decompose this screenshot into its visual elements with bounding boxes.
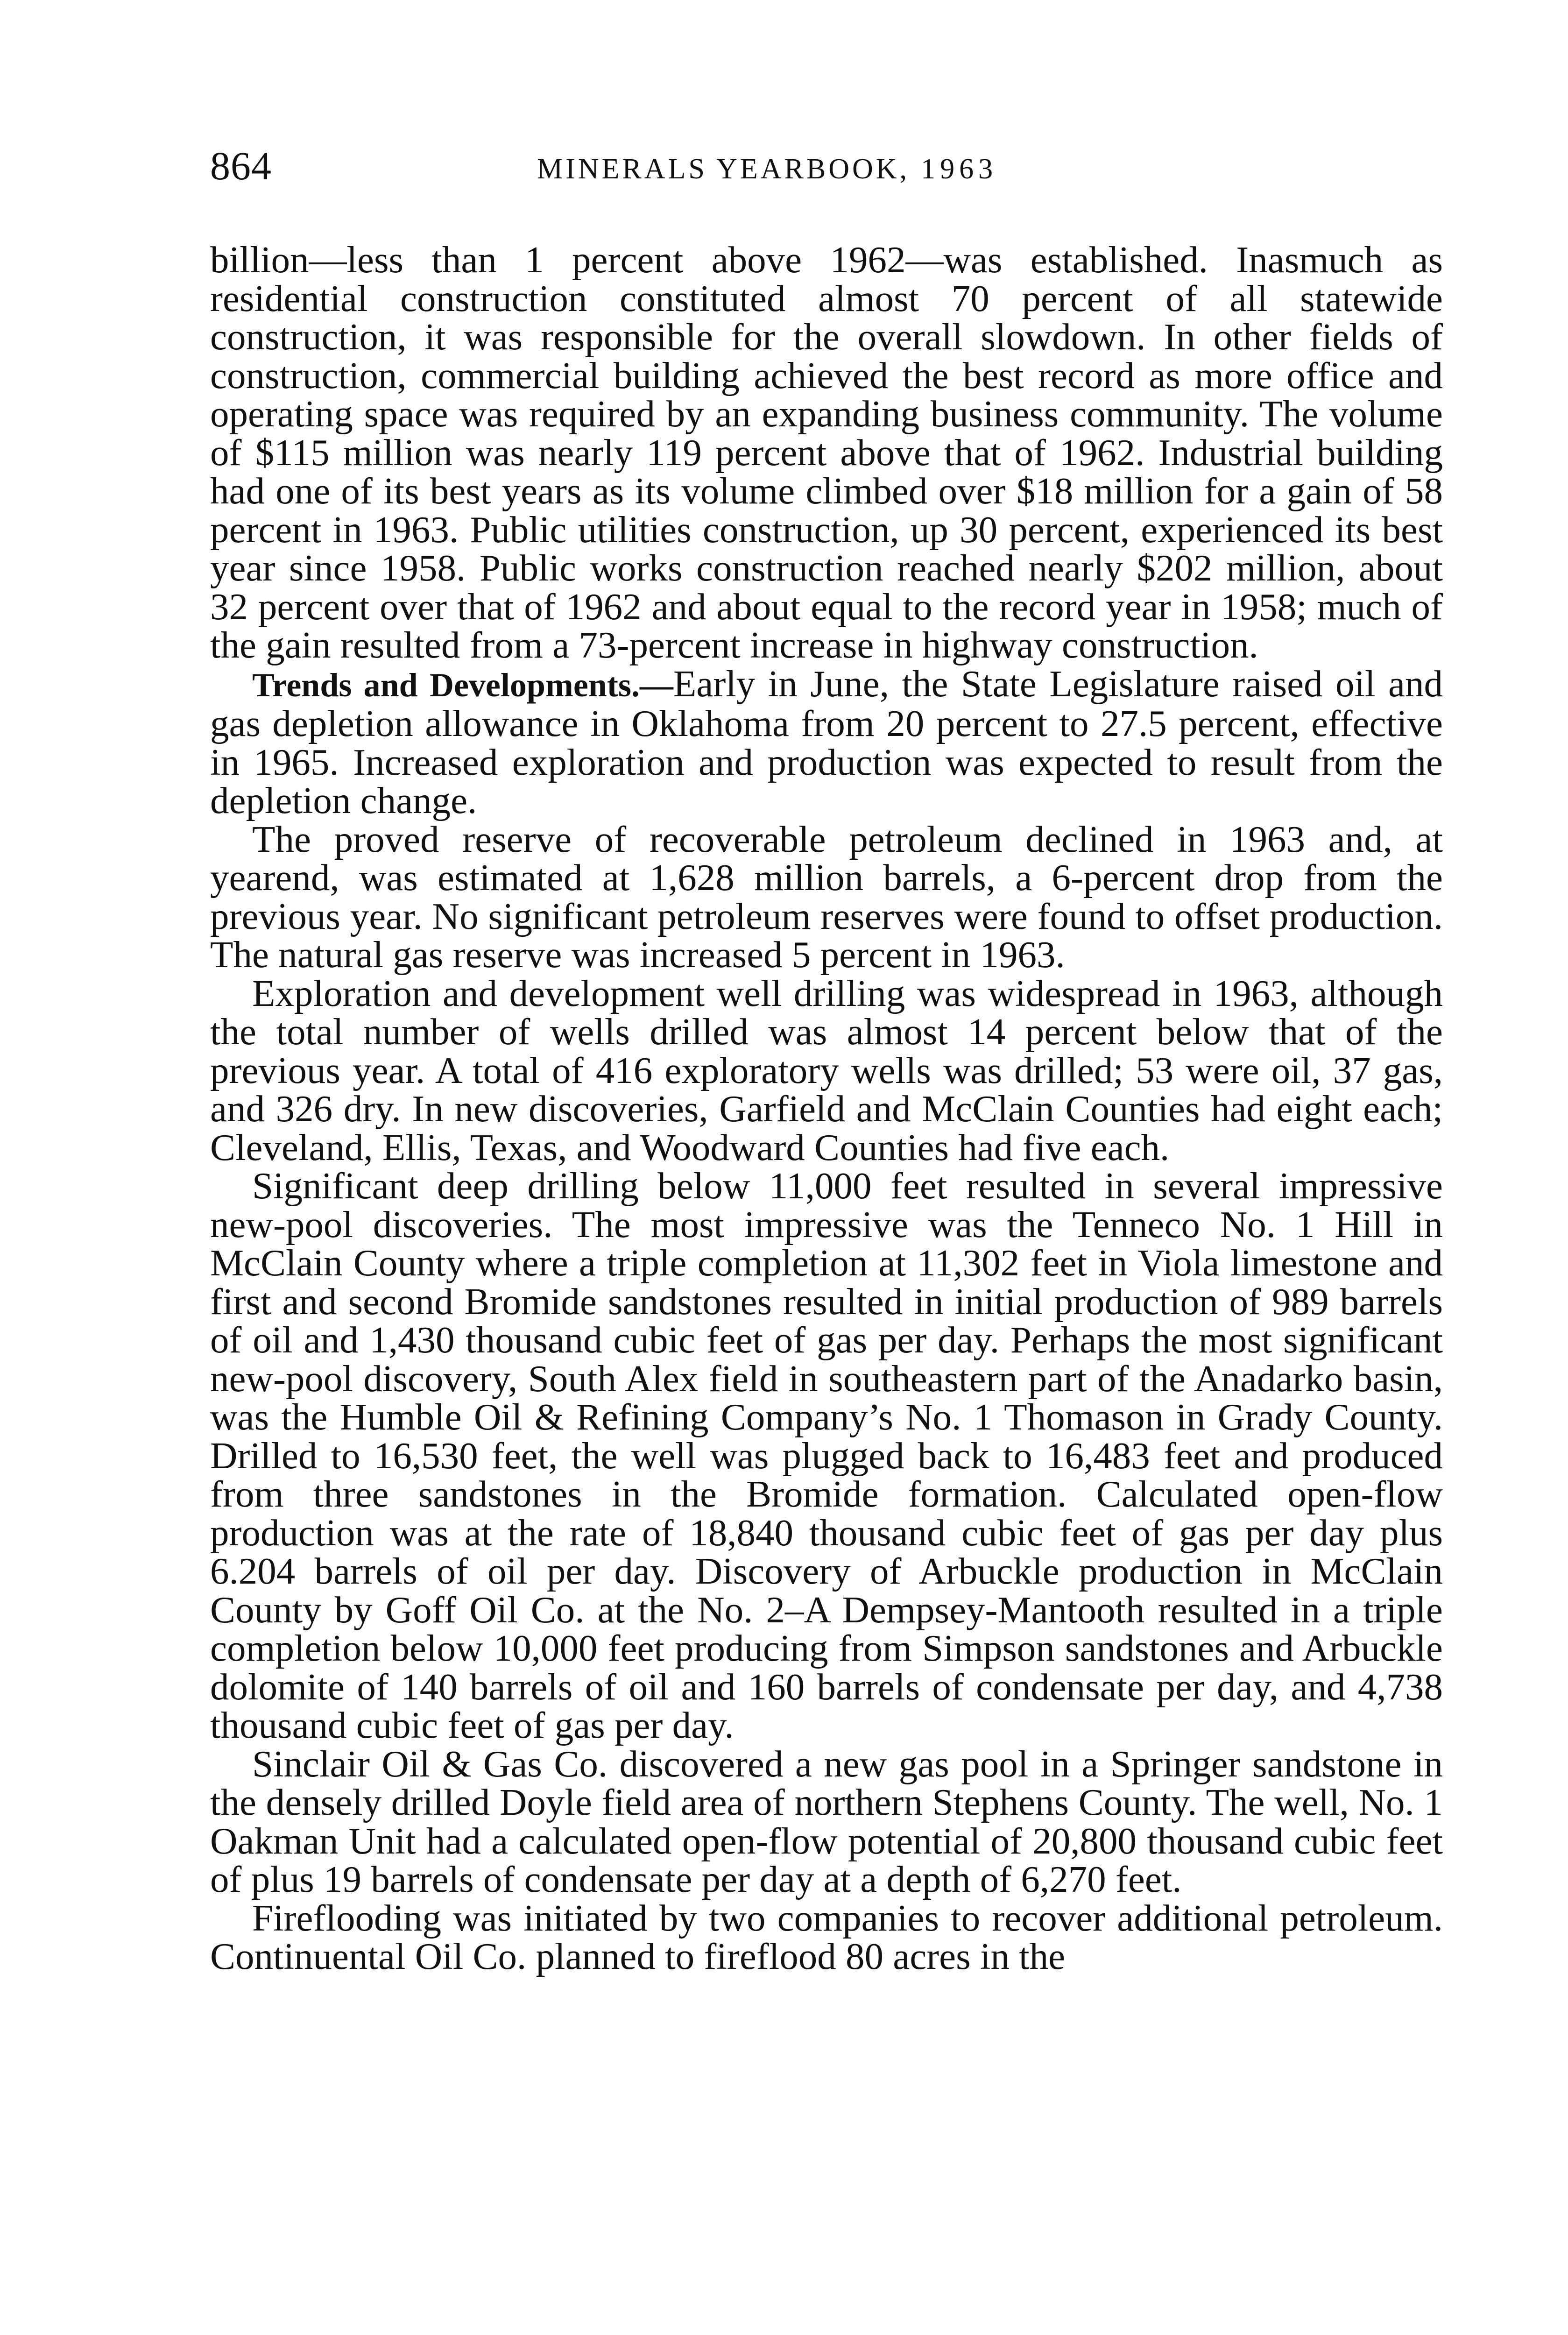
running-head (210, 140, 1443, 196)
paragraph-fireflooding: Fireflooding was initiated by two companies to recover additional petroleum. Continuental Oil Co. planned to fireflood 80 acres in the (210, 1896, 1443, 1977)
paragraph-trends-developments (210, 662, 1443, 821)
section-heading-trends: Trends and Developments.— (252, 666, 673, 704)
body-text (210, 241, 1443, 1976)
running-title-year: 1963 (921, 153, 998, 185)
paragraph-trends-text: Early in June, the State Legislature raised oil and gas depletion allowance in Oklahoma from 20 percent to 27.5 percent, effective in 1965. Increased exploration and production was expected to result from the depletion change. (210, 662, 1443, 821)
paragraph-sinclair: Sinclair Oil & Gas Co. discovered a new gas pool in a Springer sandstone in the densely drilled Doyle field area of northern Stephens County. The well, No. 1 Oakman Unit had a calculated open-flow potential of 20,800 thousand cubic feet of plus 19 barrels of condensate per day at a depth of 6,270 feet. (210, 1742, 1443, 1900)
running-title (537, 147, 997, 191)
paragraph-construction: billion—less than 1 percent above 1962—was established. Inasmuch as residential construction constituted almost 70 percent of all statewide construction, it was responsible for the overall slowdown. In other fields of construction, commercial building achieved the best record as more office and operating space was required by an expanding business community. The volume of $115 million was nearly 119 percent above that of 1962. Industrial building had one of its best years as its volume climbed over $18 million for a gain of 58 percent in 1963. Public utilities construction, up 30 percent, experienced its best year since 1958. Public works construction reached nearly $202 million, about 32 percent over that of 1962 and about equal to the record year in 1958; much of the gain resulted from a 73-percent increase in highway construction. (210, 239, 1443, 666)
paragraph-proved-reserve: The proved reserve of recoverable petroleum declined in 1963 and, at yearend, was estimated at 1,628 million barrels, a 6-percent drop from the previous year. No significant petroleum reserves were found to offset production. The natural gas reserve was increased 5 percent in 1963. (210, 818, 1443, 976)
paragraph-exploration: Exploration and development well drilling was widespread in 1963, although the total number of wells drilled was almost 14 percent below that of the previous year. A total of 416 exploratory wells was drilled; 53 were oil, 37 gas, and 326 dry. In new discoveries, Garfield and McClain Counties had eight each; Cleveland, Ellis, Texas, and Woodward Counties had five each. (210, 972, 1443, 1168)
running-title-text: MINERALS YEARBOOK, (537, 153, 910, 185)
paragraph-deep-drilling: Significant deep drilling below 11,000 feet resulted in several impressive new-pool discoveries. The most impressive was the Tenneco No. 1 Hill in McClain County where a triple completion at 11,302 feet in Viola limestone and first and second Bromide sandstones resulted in initial production of 989 barrels of oil and 1,430 thousand cubic feet of gas per day. Perhaps the most significant new-pool discovery, South Alex field in southeastern part of the Anadarko basin, was the Humble Oil & Refining Company’s No. 1 Thomason in Grady County. Drilled to 16,530 feet, the well was plugged back to 16,483 feet and produced from three sandstones in the Bromide formation. Calculated open-flow production was at the rate of 18,840 thousand cubic feet of gas per day plus 6.204 barrels of oil per day. Discovery of Arbuckle production in McClain County by Goff Oil Co. at the No. 2–A Dempsey-Mantooth resulted in a triple completion below 10,000 feet producing from Simpson sandstones and Arbuckle dolomite of 140 barrels of oil and 160 barrels of condensate per day, and 4,738 thousand cubic feet of gas per day. (210, 1165, 1443, 1746)
page-number: 864 (210, 143, 272, 188)
